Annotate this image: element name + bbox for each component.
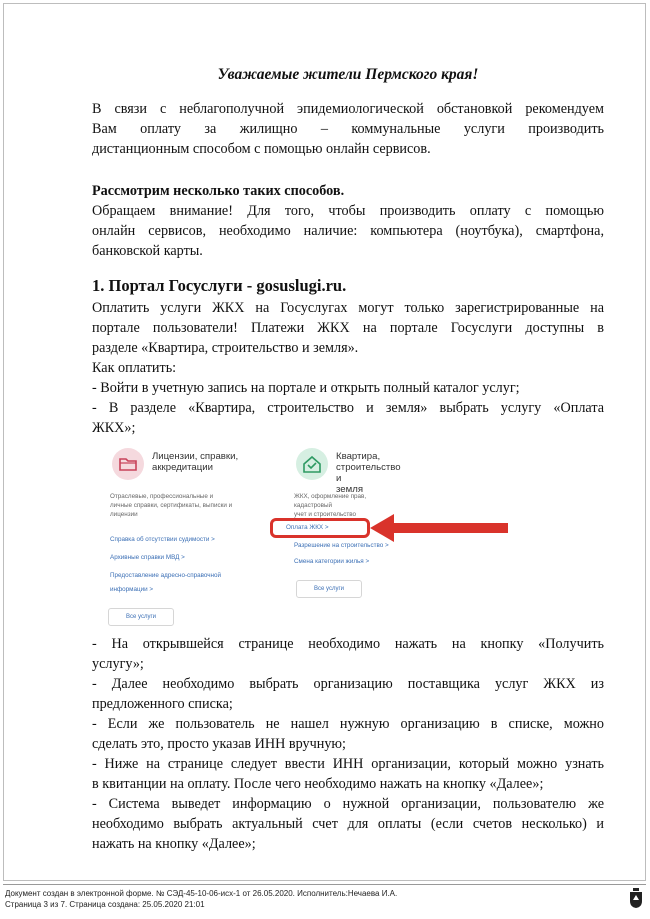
link-address-info[interactable]: Предоставление адресно-справочной — [110, 572, 222, 579]
step-line: нажать на кнопку «Далее»; — [92, 836, 256, 852]
intro-paragraph — [92, 99, 604, 159]
licenses-card-description: Отраслевые, профессиональные и личные справки, сертификаты, выписки и лицензии — [110, 493, 233, 518]
step-line: сделать это, просто указав ИНН вручную; — [92, 736, 346, 752]
folder-icon — [112, 448, 144, 480]
link-criminal-record[interactable]: Справка об отсутствии судимости > — [110, 536, 215, 543]
link-archive-mvd[interactable]: Архивные справки МВД > — [110, 554, 185, 561]
link-address-info-cont[interactable]: информации > — [110, 586, 154, 593]
methods-heading: Рассмотрим несколько таких способов. — [92, 183, 345, 199]
link-construction-permit[interactable]: Разрешение на строительство > — [294, 542, 389, 549]
steps-paragraph — [92, 634, 604, 854]
page-title: Уважаемые жители Пермского края! — [217, 66, 479, 83]
housing-card-description: ЖКХ, оформление прав, кадастровый учет и строительство — [294, 493, 367, 518]
step-line: услугу»; — [92, 656, 144, 672]
all-services-button-left[interactable]: Все услуги — [108, 608, 174, 626]
intro-line: дистанционным способом с помощью онлайн сервисов. — [92, 141, 431, 157]
arrow-left-icon — [368, 510, 510, 546]
step-line: - На открывшейся странице необходимо нажать на кнопку «Получить — [92, 636, 604, 652]
coat-of-arms-icon — [628, 887, 644, 909]
step-line: - Далее необходимо выбрать организацию поставщика услуг ЖКХ из — [92, 676, 604, 692]
all-services-button-right[interactable]: Все услуги — [296, 580, 362, 598]
section1-line: Оплатить услуги ЖКХ на Госуслугах могут только зарегистрированные на — [92, 300, 604, 316]
house-check-icon — [296, 448, 328, 480]
licenses-card-title[interactable]: Лицензии, справки, аккредитации — [152, 451, 239, 473]
document-footer — [5, 888, 397, 910]
attention-paragraph — [92, 201, 604, 261]
intro-line: В связи с неблагополучной эпидемиологической обстановкой рекомендуем — [92, 101, 604, 117]
housing-card-title[interactable]: Квартира, строительство и земля — [336, 451, 401, 495]
section1-line: - Войти в учетную запись на портале и открыть полный каталог услуг; — [92, 380, 520, 396]
attention-line: Обращаем внимание! Для того, чтобы производить оплату с помощью — [92, 203, 604, 219]
attention-line: банковской карты. — [92, 243, 203, 259]
section1-line: - В разделе «Квартира, строительство и земля» выбрать услугу «Оплата — [92, 400, 604, 416]
link-housing-payment[interactable]: Оплата ЖКХ > — [286, 524, 329, 531]
housing-payment-highlight — [270, 518, 370, 538]
step-line: необходимо выбрать актуальный счет для оплаты (если счетов несколько) и — [92, 816, 604, 832]
attention-line: онлайн сервисов, необходимо наличие: компьютера (ноутбука), смартфона, — [92, 223, 604, 239]
step-line: в квитанции на оплату. После чего необходимо нажать на кнопку «Далее»; — [92, 776, 544, 792]
footer-line-1: Документ создан в электронной форме. № СЭД-45-10-06-исх-1 от 26.05.2020. Исполнитель:Нечаева И.А. — [5, 889, 398, 898]
step-line: - Если же пользователь не нашел нужную организацию в списке, можно — [92, 716, 604, 732]
section1-line: разделе «Квартира, строительство и земля». — [92, 340, 359, 356]
section-heading-gosuslugi: 1. Портал Госуслуги - gosuslugi.ru. — [92, 276, 347, 295]
intro-line: Вам оплату за жилищно – коммунальные услуги производить — [92, 121, 604, 137]
section1-line: Как оплатить: — [92, 360, 177, 376]
footer-line-2: Страница 3 из 7. Страница создана: 25.05.2020 21:01 — [5, 900, 205, 909]
step-line: предложенного списка; — [92, 696, 233, 712]
step-line: - Ниже на странице следует ввести ИНН организации, который можно узнать — [92, 756, 604, 772]
section1-line: портале пользователи! Платежи ЖКХ на портале Госуслуги доступны в — [92, 320, 604, 336]
section1-line: ЖКХ»; — [92, 420, 136, 436]
footer-divider — [3, 884, 646, 885]
section1-paragraph — [92, 298, 604, 438]
step-line: - Система выведет информацию о нужной организации, пользователю же — [92, 796, 604, 812]
link-housing-category[interactable]: Смена категории жилья > — [294, 558, 370, 565]
